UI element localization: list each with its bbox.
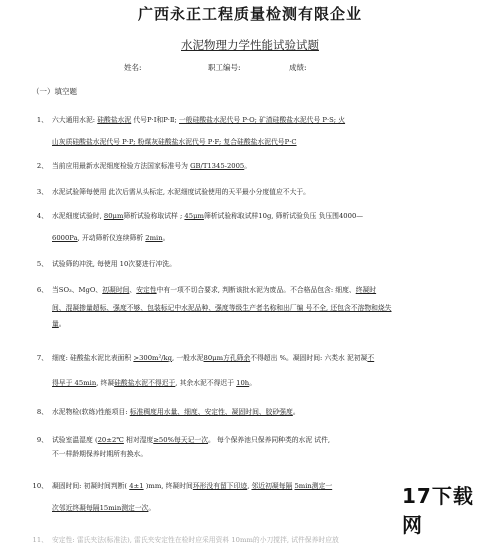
answer-text: 20±2℃ [97, 436, 124, 444]
answer-text: 环形没有留下印迹 [192, 482, 248, 490]
answer-text: 80μm [103, 212, 124, 220]
question-text: 不一样龄期保养时期所有换水。 [52, 450, 148, 458]
question-text: 试验室温湿度 ( [52, 436, 98, 444]
question-text: 安定性: 雷氏夹法(标准法), 雷氏夹安定性在检时应采用资料 10mm的小刀搅拌, 试件保养时应放 [52, 536, 339, 544]
score-label: 成绩: [289, 63, 307, 72]
question-text: 代号P·Ⅰ和P·Ⅱ; [131, 116, 179, 124]
answer-text: 不 [367, 354, 375, 362]
question-line [30, 134, 470, 150]
question-text: , 开动筛析仪连续筛析 [77, 234, 146, 242]
question-text: 水泥试验筛每使用 此次后需从头标定, 水泥细度试验使用的天平最小分度值应不大于。 [52, 188, 310, 196]
question-text: , [247, 482, 252, 490]
question-text: 。 [58, 320, 66, 328]
answer-text: 45μm [184, 212, 204, 220]
question-text: 、 [129, 286, 137, 294]
exam-title [0, 37, 500, 53]
answer-text: 初凝时间 [102, 286, 130, 294]
question-line [30, 316, 470, 332]
answer-text: 2min [145, 234, 163, 242]
question-number: 10、 [32, 482, 48, 490]
question-text: , 一般水泥 [172, 354, 204, 362]
answer-text: 4±1 [129, 482, 144, 490]
name-label: 姓名: [124, 63, 142, 72]
question-text: , 终凝 [96, 379, 115, 387]
question-number: 11、 [32, 536, 48, 544]
question-number: 7、 [36, 354, 48, 362]
watermark-logo [402, 484, 494, 546]
answer-text: 10h [236, 379, 250, 387]
question-number: 8、 [36, 408, 48, 416]
question-text: 中有一项不切合要求, 判断该批水泥为废品。不合格品包含: 细度、 [156, 286, 356, 294]
answer-text: 安定性 [136, 286, 157, 294]
answer-text: 每天记一次 [174, 436, 209, 444]
question-text: 水泥物检(软练)性能项目: [52, 408, 130, 416]
question-text: 筛析试验称取试样10g, 筛析试验负压 负压围4000— [203, 212, 364, 220]
question-text: )mm, 终凝时间 [143, 482, 193, 490]
answer-text: 山灰质硅酸盐水泥代号 P·P; 粉煤灰硅酸盐水泥代号 P·F; 复合硅酸盐水泥代号P·C [52, 138, 297, 146]
question-number: 5、 [36, 260, 48, 268]
answer-text: GB/T1345-2005 [190, 162, 245, 170]
question-text: 。 每个保养池只保养同种类的水泥 试件, [208, 436, 331, 444]
question-text: 当前应用最新水泥细度检验方法国家标准号为 [52, 162, 191, 170]
answer-text: 6000Pa [52, 234, 78, 242]
question-text: 当SO₃、MgO、 [52, 286, 103, 294]
watermark-text: 17下载网 [402, 484, 474, 537]
company-title: 广西永正工程质量检测有限企业 [137, 5, 362, 23]
question-line [30, 208, 470, 224]
question-line [30, 446, 470, 462]
question-text: 筛析试验称取试样 ; [123, 212, 185, 220]
question-text: 相对湿度 [123, 436, 154, 444]
question-text: 。 [244, 162, 252, 170]
question-number: 9、 [36, 436, 48, 444]
answer-text: 邻近初凝每隔 [251, 482, 293, 490]
question-line [30, 350, 470, 366]
question-number: 4、 [36, 212, 48, 220]
question-number: 2、 [36, 162, 48, 170]
question-text: 水泥细度试验时, [52, 212, 104, 220]
question-text: 六大通用水泥: [52, 116, 98, 124]
answer-text: 80μm方孔筛余 [203, 354, 251, 362]
question-text: 。 [249, 379, 256, 387]
question-line [30, 300, 470, 316]
id-label: 职工编号: [208, 63, 241, 72]
question-line [30, 256, 470, 272]
question-text: 。 [162, 234, 170, 242]
question-line [30, 230, 470, 246]
question-number: 6、 [36, 286, 48, 294]
answer-text: 硅酸盐水泥 [97, 116, 132, 124]
question-text: 试验筛的冲洗, 每使用 10次要进行冲洗。 [52, 260, 176, 268]
question-line [30, 404, 470, 420]
question-line [30, 375, 470, 391]
question-text: 不得超出 %。凝固时间: 六类水 泥初凝 [250, 354, 368, 362]
section-heading: （一）填空题 [32, 87, 77, 96]
answer-text: 终凝时 [355, 286, 377, 294]
question-line [30, 184, 470, 200]
question-line [30, 112, 470, 128]
answer-text: >300m²/kg [133, 354, 172, 362]
exam-title-text: 水泥物理力学性能试验试题 [181, 38, 319, 52]
answer-text: 硅酸盐水泥不得迟于 [114, 379, 176, 387]
answer-text: 一般硅酸盐水泥代号 P·O; 矿渣硅酸盐水泥代号 P·S; 火 [179, 116, 346, 124]
question-text: , 其余水泥不得迟于 [175, 379, 237, 387]
answer-text: 5min测定一 [294, 482, 333, 490]
answer-text: 得早于 45min [52, 379, 97, 387]
question-line [30, 158, 470, 174]
question-text: 。 [148, 504, 156, 512]
question-text: 凝固时间: 初凝时间判断( [52, 482, 130, 490]
question-number: 1、 [36, 116, 48, 124]
question-text: 。 [292, 408, 300, 416]
answer-text: 间、混凝掺量超标、强度不够、包装标记中水泥品种、强度等级生产者名称和出厂编 号不全, 还包含不溶物和烧失 [52, 304, 392, 312]
answer-text: ≥50% [153, 436, 175, 444]
question-number: 3、 [36, 188, 48, 196]
answer-text: 量 [52, 320, 59, 328]
answer-text: 次邻近终凝每隔15min测定一次 [52, 504, 149, 512]
question-line [30, 282, 470, 298]
question-text: 细度: 硅酸盐水泥比表面积 [52, 354, 134, 362]
answer-text: 标准稠度用水量、细度、安定性、凝固时间、胶砂强度 [129, 408, 293, 416]
